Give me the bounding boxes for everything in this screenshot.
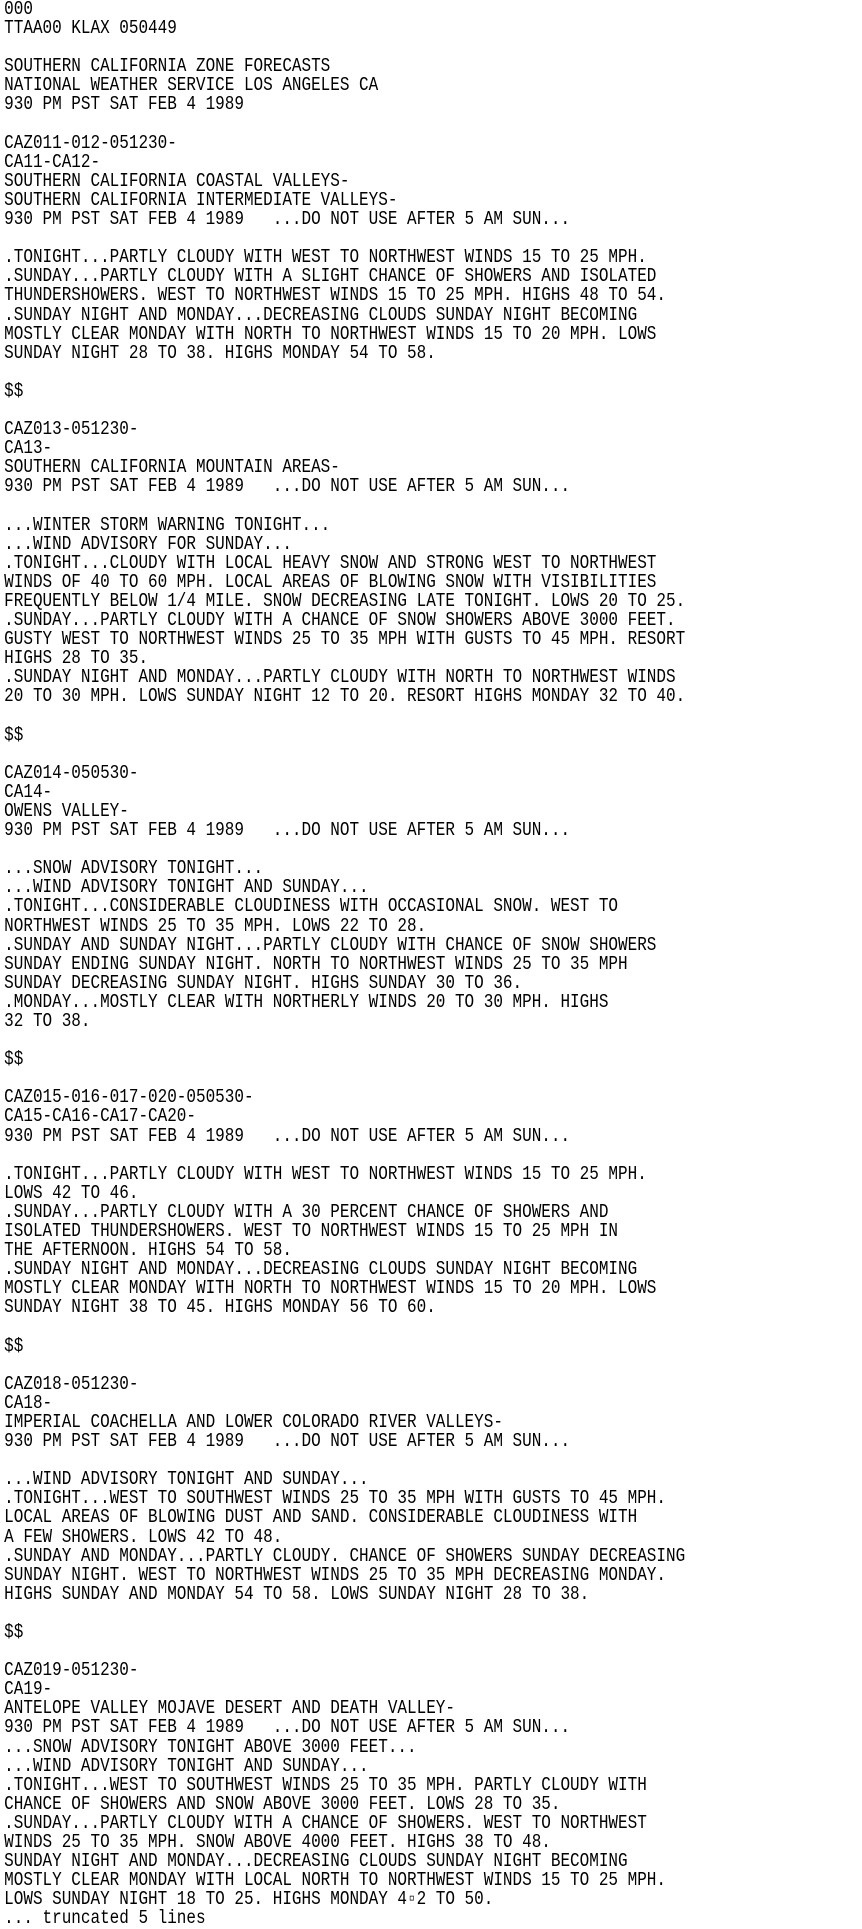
text-line: LOCAL AREAS OF BLOWING DUST AND SAND. CONSIDERABLE CLOUDINESS WITH [4, 1506, 638, 1529]
text-line: .MONDAY...MOSTLY CLEAR WITH NORTHERLY WINDS 20 TO 30 MPH. HIGHS [4, 990, 609, 1013]
text-line: $$ [4, 379, 24, 402]
text-line: .TONIGHT...WEST TO SOUTHWEST WINDS 25 TO 35 MPH. PARTLY CLOUDY WITH [4, 1773, 647, 1796]
text-line: 930 PM PST SAT FEB 4 1989 ...DO NOT USE AFTER 5 AM SUN... [4, 819, 571, 842]
text-line: MOSTLY CLEAR MONDAY WITH LOCAL NORTH TO NORTHWEST WINDS 15 TO 25 MPH. [4, 1869, 666, 1892]
text-line: A FEW SHOWERS. LOWS 42 TO 48. [4, 1525, 283, 1548]
text-line: ...WIND ADVISORY TONIGHT AND SUNDAY... [4, 876, 369, 899]
text-line: .SUNDAY NIGHT AND MONDAY...DECREASING CLOUDS SUNDAY NIGHT BECOMING [4, 1258, 638, 1281]
text-line: GUSTY WEST TO NORTHWEST WINDS 25 TO 35 MPH WITH GUSTS TO 45 MPH. RESORT [4, 628, 686, 651]
text-line: CAZ015-016-017-020-050530- [4, 1086, 254, 1109]
text-line: .TONIGHT...WEST TO SOUTHWEST WINDS 25 TO 35 MPH WITH GUSTS TO 45 MPH. [4, 1487, 666, 1510]
text-line: ...WIND ADVISORY FOR SUNDAY... [4, 532, 292, 555]
text-line: SOUTHERN CALIFORNIA ZONE FORECASTS [4, 55, 331, 78]
text-line: 930 PM PST SAT FEB 4 1989 ...DO NOT USE AFTER 5 AM SUN... [4, 208, 571, 231]
text-line: SUNDAY ENDING SUNDAY NIGHT. NORTH TO NORTHWEST WINDS 25 TO 35 MPH [4, 952, 628, 975]
text-line: CA19- [4, 1678, 53, 1701]
text-line: ...SNOW ADVISORY TONIGHT... [4, 857, 264, 880]
text-line: CAZ014-050530- [4, 761, 139, 784]
text-line: CAZ011-012-051230- [4, 131, 177, 154]
text-line: ISOLATED THUNDERSHOWERS. WEST TO NORTHWEST WINDS 15 TO 25 MPH IN [4, 1220, 619, 1242]
text-line: TTAA00 KLAX 050449 [4, 17, 177, 40]
text-line: $$ [4, 1620, 24, 1643]
text-line: NORTHWEST WINDS 25 TO 35 MPH. LOWS 22 TO 28. [4, 914, 427, 937]
text-line: CAZ018-051230- [4, 1372, 139, 1395]
text-line: HIGHS SUNDAY AND MONDAY 54 TO 58. LOWS SUNDAY NIGHT 28 TO 38. [4, 1582, 590, 1605]
text-line: CA15-CA16-CA17-CA20- [4, 1105, 197, 1128]
text-line: 32 TO 38. [4, 1009, 91, 1032]
text-line: MOSTLY CLEAR MONDAY WITH NORTH TO NORTHWEST WINDS 15 TO 20 MPH. LOWS [4, 1277, 657, 1300]
text-line: CHANCE OF SHOWERS AND SNOW ABOVE 3000 FEET. LOWS 28 TO 35. [4, 1792, 561, 1815]
blank-line [4, 1146, 718, 1165]
text-line: .SUNDAY AND MONDAY...PARTLY CLOUDY. CHANCE OF SHOWERS SUNDAY DECREASING [4, 1544, 686, 1567]
text-line: CA13- [4, 437, 53, 460]
text-line: SUNDAY NIGHT 28 TO 38. HIGHS MONDAY 54 TO 58. [4, 341, 436, 364]
text-line: NATIONAL WEATHER SERVICE LOS ANGELES CA [4, 74, 379, 97]
text-line: SUNDAY NIGHT. WEST TO NORTHWEST WINDS 25 TO 35 MPH DECREASING MONDAY. [4, 1563, 666, 1586]
blank-line [4, 115, 718, 134]
blank-line [4, 706, 718, 725]
text-line: ... truncated 5 lines [4, 1907, 206, 1929]
text-line: CAZ019-051230- [4, 1659, 139, 1682]
text-line: .SUNDAY...PARTLY CLOUDY WITH A CHANCE OF SNOW SHOWERS ABOVE 3000 FEET. [4, 609, 676, 631]
text-line: OWENS VALLEY- [4, 799, 129, 822]
blank-line [4, 745, 718, 764]
text-line: .TONIGHT...CONSIDERABLE CLOUDINESS WITH OCCASIONAL SNOW. WEST TO [4, 895, 619, 918]
text-line: FREQUENTLY BELOW 1/4 MILE. SNOW DECREASING LATE TONIGHT. LOWS 20 TO 25. [4, 589, 686, 612]
text-line: $$ [4, 1334, 24, 1357]
text-line: THUNDERSHOWERS. WEST TO NORTHWEST WINDS 15 TO 25 MPH. HIGHS 48 TO 54. [4, 284, 666, 307]
text-line: ANTELOPE VALLEY MOJAVE DESERT AND DEATH VALLEY- [4, 1697, 455, 1720]
text-line: ...WINTER STORM WARNING TONIGHT... [4, 513, 331, 536]
text-line: .SUNDAY NIGHT AND MONDAY...PARTLY CLOUDY WITH NORTH TO NORTHWEST WINDS [4, 666, 676, 689]
blank-line [4, 1031, 718, 1050]
text-line: LOWS SUNDAY NIGHT 18 TO 25. HIGHS MONDAY 4▫2 TO 50. [4, 1888, 494, 1911]
text-line: CA11-CA12- [4, 150, 101, 173]
text-line: WINDS OF 40 TO 60 MPH. LOCAL AREAS OF BLOWING SNOW WITH VISIBILITIES [4, 570, 657, 593]
text-line: CA14- [4, 780, 53, 803]
text-line: WINDS 25 TO 35 MPH. SNOW ABOVE 4000 FEET. HIGHS 38 TO 48. [4, 1831, 551, 1853]
text-line: 930 PM PST SAT FEB 4 1989 [4, 93, 244, 116]
text-line: HIGHS 28 TO 35. [4, 647, 149, 670]
blank-line [4, 1604, 718, 1623]
text-line: .TONIGHT...CLOUDY WITH LOCAL HEAVY SNOW AND STRONG WEST TO NORTHWEST [4, 551, 657, 574]
text-line: 000 [4, 0, 33, 20]
text-line: THE AFTERNOON. HIGHS 54 TO 58. [4, 1239, 292, 1262]
text-line: ...WIND ADVISORY TONIGHT AND SUNDAY... [4, 1468, 369, 1491]
blank-line [4, 496, 718, 515]
text-line: SUNDAY NIGHT 38 TO 45. HIGHS MONDAY 56 TO 60. [4, 1296, 436, 1319]
blank-line [4, 1356, 718, 1375]
blank-line [4, 1317, 718, 1336]
text-line: 930 PM PST SAT FEB 4 1989 ...DO NOT USE AFTER 5 AM SUN... [4, 1430, 571, 1453]
text-line: CA18- [4, 1391, 53, 1414]
text-line: SUNDAY DECREASING SUNDAY NIGHT. HIGHS SUNDAY 30 TO 36. [4, 971, 523, 994]
text-line: .SUNDAY AND SUNDAY NIGHT...PARTLY CLOUDY WITH CHANCE OF SNOW SHOWERS [4, 933, 657, 956]
text-line: $$ [4, 723, 24, 746]
text-line: ...WIND ADVISORY TONIGHT AND SUNDAY... [4, 1754, 369, 1777]
text-line: .SUNDAY NIGHT AND MONDAY...DECREASING CLOUDS SUNDAY NIGHT BECOMING [4, 303, 638, 326]
text-line: SOUTHERN CALIFORNIA INTERMEDIATE VALLEYS- [4, 188, 398, 211]
text-line: .SUNDAY...PARTLY CLOUDY WITH A 30 PERCENT CHANCE OF SHOWERS AND [4, 1200, 609, 1223]
text-line: ...SNOW ADVISORY TONIGHT ABOVE 3000 FEET... [4, 1735, 417, 1758]
text-line: .SUNDAY...PARTLY CLOUDY WITH A CHANCE OF SHOWERS. WEST TO NORTHWEST [4, 1811, 647, 1834]
text-line: 20 TO 30 MPH. LOWS SUNDAY NIGHT 12 TO 20. RESORT HIGHS MONDAY 32 TO 40. [4, 685, 686, 708]
text-line: .TONIGHT...PARTLY CLOUDY WITH WEST TO NORTHWEST WINDS 15 TO 25 MPH. [4, 246, 647, 269]
text-line: MOSTLY CLEAR MONDAY WITH NORTH TO NORTHWEST WINDS 15 TO 20 MPH. LOWS [4, 322, 657, 345]
text-line: LOWS 42 TO 46. [4, 1181, 139, 1204]
text-line: .SUNDAY...PARTLY CLOUDY WITH A SLIGHT CHANCE OF SHOWERS AND ISOLATED [4, 265, 657, 288]
blank-line [4, 363, 718, 382]
text-line: .TONIGHT...PARTLY CLOUDY WITH WEST TO NORTHWEST WINDS 15 TO 25 MPH. [4, 1162, 647, 1185]
text-line: SOUTHERN CALIFORNIA COASTAL VALLEYS- [4, 169, 350, 192]
text-line: CAZ013-051230- [4, 418, 139, 441]
text-line: 930 PM PST SAT FEB 4 1989 ...DO NOT USE AFTER 5 AM SUN... [4, 475, 571, 498]
text-line: 930 PM PST SAT FEB 4 1989 ...DO NOT USE AFTER 5 AM SUN... [4, 1716, 571, 1739]
text-line: SOUTHERN CALIFORNIA MOUNTAIN AREAS- [4, 456, 340, 479]
text-line: 930 PM PST SAT FEB 4 1989 ...DO NOT USE AFTER 5 AM SUN... [4, 1124, 571, 1147]
text-line: $$ [4, 1048, 24, 1071]
text-line: IMPERIAL COACHELLA AND LOWER COLORADO RIVER VALLEYS- [4, 1410, 503, 1433]
text-line: SUNDAY NIGHT AND MONDAY...DECREASING CLOUDS SUNDAY NIGHT BECOMING [4, 1850, 628, 1873]
